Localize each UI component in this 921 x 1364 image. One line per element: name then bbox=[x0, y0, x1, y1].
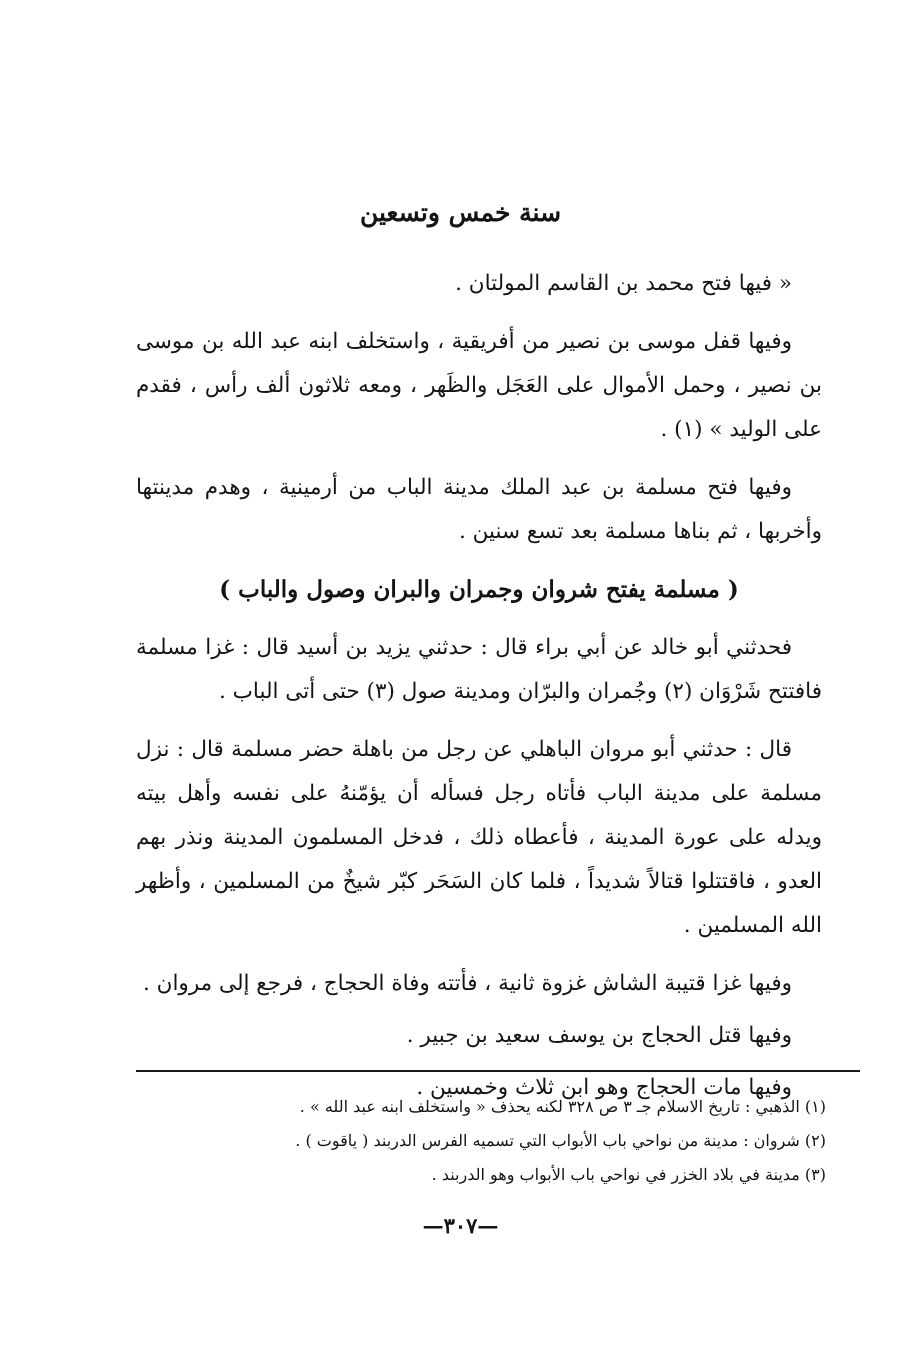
footnote-divider bbox=[136, 1070, 860, 1072]
footnote-3: (٣) مدينة في بلاد الخزر في نواحي باب الأبواب وهو الدربند . bbox=[431, 1165, 826, 1184]
paragraph-4: فحدثني أبو خالد عن أبي براء قال : حدثني يزيد بن أسيد قال : غزا مسلمة فافتتح شَرْوَان (٢) وجُمران والبرّان ومدينة صول (٣) حتى أتى الباب . bbox=[136, 635, 822, 704]
paragraph-6: وفيها غزا قتيبة الشاش غزوة ثانية ، فأتته وفاة الحجاج ، فرجع إلى مروان . bbox=[143, 971, 792, 996]
paragraph-2: وفيها قفل موسى بن نصير من أفريقية ، واستخلف ابنه عبد الله بن موسى بن نصير ، وحمل الأموال على العَجَل والظَهر ، ومعه ثلاثون ألف رأس ، فقدم على الوليد » (١) . bbox=[136, 329, 822, 442]
paragraph-7: وفيها قتل الحجاج بن يوسف سعيد بن جبير . bbox=[406, 1023, 792, 1048]
paragraph-8: وفيها مات الحجاج وهو ابن ثلاث وخمسين . bbox=[416, 1075, 792, 1100]
main-text bbox=[136, 262, 822, 1118]
chapter-heading: سنة خمس وتسعين bbox=[359, 198, 562, 227]
footnote-2: (٢) شروان : مدينة من نواحي باب الأبواب التي تسميه الفرس الدربند ( ياقوت ) . bbox=[295, 1131, 826, 1150]
page-number: —٣٠٧— bbox=[422, 1213, 499, 1238]
footnote-1: (١) الذهبي : تاريخ الاسلام جـ ٣ ص ٣٢٨ لكنه يحذف « واستخلف ابنه عبد الله » . bbox=[299, 1097, 826, 1116]
footnotes bbox=[136, 1090, 826, 1192]
paragraph-3: وفيها فتح مسلمة بن عبد الملك مدينة الباب من أرمينية ، وهدم مدينتها وأخربها ، ثم بناها مسلمة بعد تسع سنين . bbox=[136, 475, 822, 544]
paragraph-5: قال : حدثني أبو مروان الباهلي عن رجل من باهلة حضر مسلمة قال : نزل مسلمة على مدينة الباب فأتاه رجل فسأله أن يؤمّنهُ على نفسه وأهل بيته ويدله على عورة المدينة ، فأعطاه ذلك ، فدخل المسلمون المدينة ونذر بهم العدو ، فاقتتلوا قتالاً شديداً ، فلما كان السَحَر كبّر شيخٌ من المسلمين ، وأظهر الله المسلمين . bbox=[136, 737, 822, 938]
section-subheading: ( مسلمة يفتح شروان وجمران والبران وصول والباب ) bbox=[219, 576, 739, 603]
paragraph-1: « فيها فتح محمد بن القاسم المولتان . bbox=[455, 271, 792, 296]
